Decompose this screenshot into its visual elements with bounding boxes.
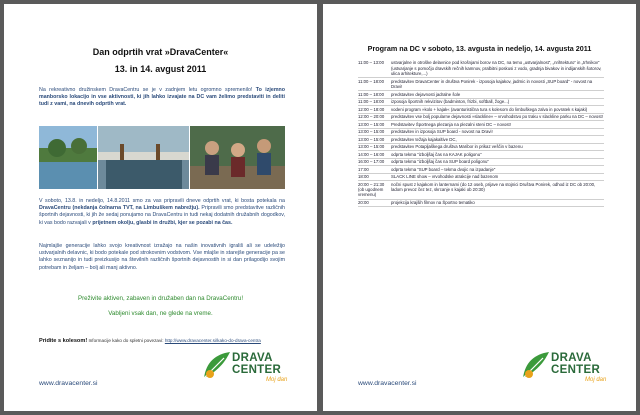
schedule-description: odprta tekma “izboljšaj čas na SUP board poligonu” (391, 159, 489, 165)
schedule-time: 11:00 – 13:00 (358, 60, 384, 66)
schedule-time: 12:00 – 18:00 (358, 106, 385, 112)
schedule-list (358, 60, 604, 207)
drava-center-logo-right: DRAVA CENTER Moj dan (519, 348, 623, 388)
schedule-description: ustvarjalne in otroške delavnice pod krošnjami borov na DC, na temo „ustvarjalnost“, „nrihtekturo“ in „trhnikov“ (ustvarjanje s pomočjo dravskih rečnih kamnov, pralbitni poskusi z vodo, gradnja bivakov in indijanskih šotorov, ulica arhitekture,...) (391, 60, 602, 77)
schedule-row (358, 181, 604, 199)
schedule-description: nočni spust z kajakom in lanternami (do 12 oseb, prijave na stojnici Društva Ponirek, odhod iz DC ob 20:00, ladom prevoz čez tez, skrcanje s kajaki ob 20:30) (391, 181, 596, 192)
schedule-row (358, 136, 604, 144)
schedule-row (358, 114, 604, 122)
schedule-time: 18:00 (358, 174, 369, 180)
schedule-row (358, 174, 604, 182)
slogan-secondary: Vabljeni vsak dan, ne glede na vreme. (108, 310, 213, 317)
schedule-time: 11:00 – 18:00 (358, 91, 384, 97)
schedule-time: 11:00 – 18:00 (358, 78, 384, 84)
drava-center-logo: DRAVA CENTER Moj dan (200, 348, 304, 388)
dock-photo (98, 126, 190, 189)
right-page (323, 4, 636, 411)
schedule-description: predstavitev in izposoja SUP board - novost na Dravi! (391, 129, 493, 135)
lake-photo (39, 126, 97, 189)
people-photo (190, 126, 285, 189)
schedule-description: predstavitev dejavnosti jadralne šole (391, 91, 461, 97)
schedule-description: predstavitev vse bolj popularne dejavnosti »slackline« – vrvohodstvo po traku v slackline parku na DC – novost! (391, 114, 603, 120)
schedule-description: Predstavitev Športnega plezanja na plezalni steni DC – novost! (391, 121, 511, 127)
schedule-time: 13:00 – 15:00 (358, 121, 385, 127)
website-footer[interactable]: www.dravacenter.si (39, 380, 98, 387)
event-date: 13. in 14. avgust 2011 (114, 64, 207, 74)
schedule-description: vodeni program »kolo + kajak« (avanturistična tura s kolesom do limbuškega zalva in povratek s kajaki) (391, 106, 588, 112)
intro-paragraph: Na rekreativno družinskem DravaCentru se je v zadnjem letu ogromno spremenilo! To izjemno manborsko lokacijo in vse aktivnosti, ki jih lahko izvajate na DC vam želimo predstaviti in deliti tudi z vami, na dnevih odprtih vrat. (39, 87, 285, 108)
schedule-time: 17:00 (358, 166, 369, 172)
schedule-description: projekcija krajših filmov na Športno tematiko (391, 199, 475, 205)
schedule-row (358, 166, 604, 174)
schedule-description: predstavitev težaja kajakaltive DC, (391, 136, 457, 142)
program-paragraph: V soboto, 13.8. in nedeljo, 14.8.2011 smo za vas pripravili dneve odprtih vrat, ki bosta potekala na DravaCentru (nekdanja čolnarna TVT, na Limbuškem nabrežju). Pripravili smo predstavitve različnih športnih dejavnosti, ki jih že sedaj ponujamo na DravaCentru in tudi nekaj dodatnih družabnih dogodkov, ki vas bodo razvajali v prijetnem okolju, glasbi in družbi, kjer se pozabi na čas. (39, 198, 285, 226)
schedule-time: 20:00 (358, 199, 369, 205)
schedule-row (358, 106, 604, 114)
schedule-description: odprta tekma “SUP board – tekma dvojic na izpadanje” (391, 166, 496, 172)
schedule-time: 12:00 – 20:00 (358, 114, 385, 120)
schedule-time: 14:00 – 16:00 (358, 151, 385, 157)
website-footer-right[interactable]: www.dravacenter.si (358, 380, 417, 387)
schedule-description: izposoja športnih rekvizitov (badminton, frizbi, softball, žoge...) (391, 99, 510, 105)
event-title: Dan odprtih vrat »DravaCenter« (92, 47, 229, 57)
schedule-description: predstavitev Potapljaškega društva Maribor in prikaz veščin v bazenu (391, 144, 523, 150)
left-page (4, 4, 317, 411)
schedule-time: 13:00 – 15:00 (358, 144, 385, 150)
schedule-row (358, 78, 604, 91)
directions-link[interactable]: http://www.dravacenter.si/kako-do-drava-centra (164, 338, 261, 343)
schedule-description: odprta tekma “izboljšaj čas na KAJAK poligonu” (391, 151, 482, 157)
schedule-description: predstavitev DravaCenter in društva Ponirek - izposoja kajakov, jadrnic in novosti „SUP board“ - novost na Dravi! (391, 78, 593, 90)
schedule-time: 13:00 – 15:00 (358, 136, 385, 142)
schedule-description: SLACK LINE show – vrvohodske atrakcije nad bazenom (391, 174, 499, 180)
logo-leaf-icon (200, 348, 234, 382)
schedule-row (358, 159, 604, 167)
schedule-time: 11:00 – 18:00 (358, 99, 384, 105)
schedule-row (358, 60, 604, 78)
schedule-row (358, 99, 604, 107)
hero-photo-strip (39, 126, 285, 189)
schedule-row (358, 151, 604, 159)
schedule-time: 13:00 – 15:00 (358, 129, 385, 135)
schedule-time: 16:00 – 17:00 (358, 159, 385, 165)
schedule-row (358, 144, 604, 152)
generations-paragraph: Najmlajše generacije lahko svojo kreativnost izražajo na našin inovativnih igrališ ali se udeležijo ustvarjalnih delavnic, ki bodo potekale pod strokovnim vodstvom. Vse mlajše in starejše generacije pa se lahko seznanijo in tudi preizkusijo na številnih različnih športnih dejavnostih in si dan prilagodijo svojim potrebam in željam – bolj ali manj aktivno. (39, 243, 285, 271)
slogan-primary: Preživite aktiven, zabaven in družaben dan na DravaCentru! (77, 295, 244, 302)
bike-invite: Pridite s kolesom! Informacije kako do spletni povezavi: http://www.dravacenter.si/kako-do-drava-centra (39, 338, 261, 344)
schedule-row (358, 91, 604, 99)
schedule-time: 20:00 – 21:30 (ob ugodnem vremenu) (358, 181, 385, 198)
schedule-row (358, 121, 604, 129)
schedule-row (358, 200, 604, 208)
logo-leaf-icon (519, 348, 553, 382)
page-title (4, 44, 317, 78)
program-title: Program na DC v soboto, 13. avgusta in nedeljo, 14. avgusta 2011 (367, 44, 592, 53)
schedule-row (358, 129, 604, 137)
